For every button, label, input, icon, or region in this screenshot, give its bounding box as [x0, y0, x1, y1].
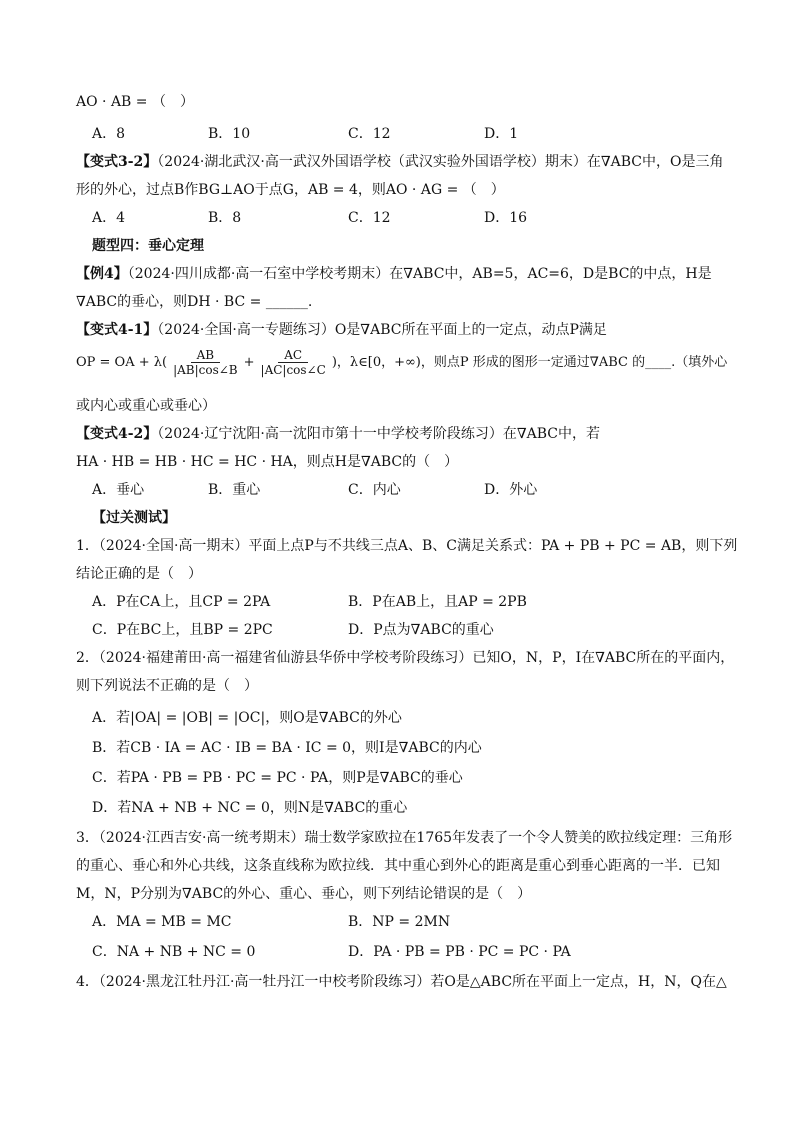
- test-heading: 【过关测试】: [92, 510, 176, 526]
- option-d: D．外心: [484, 482, 538, 498]
- option-a: A．8: [92, 126, 126, 142]
- variant-3-2-line1: [76, 152, 723, 172]
- question-1-line1: 1．（2024·全国·高一期末）平面上点P与不共线三点A、B、C满足关系式：PA + PB + PC = AB，则下列: [76, 538, 738, 554]
- option-c: C．NA + NB + NC = 0: [92, 944, 256, 960]
- equation-right: )，λ∈[0，+∞)，则点P 形成的图形一定通过∇ABC 的____.（填外心: [331, 355, 728, 370]
- fraction-numerator: AB: [191, 348, 220, 363]
- option-d: D．P点为∇ABC的重心: [348, 622, 494, 638]
- option-b: B．P在AB上，且AP = 2PB: [348, 594, 527, 610]
- option-c: C．12: [348, 126, 391, 142]
- option-a: A．4: [92, 210, 126, 226]
- option-d: D．1: [484, 126, 519, 142]
- variant-4-1-line1: [76, 320, 607, 340]
- variant-text: （2024·湖北武汉·高一武汉外国语学校（武汉实验外国语学校）期末）在∇ABC中，O是三角: [157, 154, 724, 170]
- variant-4-2-line2: HA · HB = HB · HC = HC · HA，则点H是∇ABC的（ ）: [76, 454, 459, 470]
- plus-sign: +: [243, 355, 255, 370]
- option-c: C．内心: [348, 482, 401, 498]
- fraction-denominator: |AB|cos∠B: [173, 363, 238, 377]
- question-3-line2: 的重心、垂心和外心共线，这条直线称为欧拉线．其中重心到外心的距离是重心到垂心距离的一半．已知: [76, 858, 720, 874]
- fraction-ab: [169, 348, 242, 377]
- option-d: D．若NA + NB + NC = 0，则N是∇ABC的重心: [92, 800, 408, 816]
- variant-tag: 【变式3-2】: [76, 154, 158, 170]
- option-b: B．NP = 2MN: [348, 914, 451, 930]
- option-a: A．垂心: [92, 482, 145, 498]
- example-text: （2024·四川成都·高一石室中学校考期末）在∇ABC中，AB=5，AC=6，D是BC的中点，H是: [127, 266, 712, 282]
- variant-4-2-line1: [76, 424, 600, 444]
- option-b: B．10: [208, 126, 251, 142]
- option-c: C．若PA · PB = PB · PC = PC · PA，则P是∇ABC的垂心: [92, 770, 463, 786]
- option-b: B．若CB · IA = AC · IB = BA · IC = 0，则I是∇ABC的内心: [92, 740, 482, 756]
- option-c: C．12: [348, 210, 391, 226]
- variant-text: （2024·辽宁沈阳·高一沈阳市第十一中学校考阶段练习）在∇ABC中，若: [157, 426, 600, 442]
- question-1-line2: 结论正确的是（ ）: [76, 566, 202, 582]
- variant-text: （2024·全国·高一专题练习）O是∇ABC所在平面上的一定点，动点P满足: [157, 322, 607, 338]
- options-row: [92, 208, 752, 228]
- question-stem-partial: AO · AB = （ ）: [76, 94, 194, 110]
- option-d: D．16: [484, 210, 528, 226]
- example-tag: 【例4】: [76, 266, 128, 282]
- option-c: C．P在BC上，且BP = 2PC: [92, 622, 273, 638]
- section-heading: 题型四：垂心定理: [92, 238, 204, 254]
- option-a: A．MA = MB = MC: [92, 914, 232, 930]
- question-4-line1: 4．（2024·黑龙江牡丹江·高一牡丹江一中校考阶段练习）若O是△ABC所在平面上一定点，H，N，Q在△: [76, 974, 727, 990]
- fraction-numerator: AC: [278, 348, 308, 363]
- question-2-line2: 则下列说法不正确的是（ ）: [76, 678, 258, 694]
- variant-tag: 【变式4-2】: [76, 426, 158, 442]
- options-row: [92, 124, 752, 144]
- option-b: B．重心: [208, 482, 261, 498]
- variant-3-2-line2: 形的外心，过点B作BG⊥AO于点G，AB = 4，则AO · AG = （ ）: [76, 182, 505, 198]
- equation-left: OP = OA + λ(: [76, 355, 168, 370]
- options-row: [92, 912, 752, 932]
- option-a: A．P在CA上，且CP = 2PA: [92, 594, 271, 610]
- fraction-denominator: |AC|cos∠C: [260, 363, 326, 377]
- question-2-line1: 2．（2024·福建莆田·高一福建省仙游县华侨中学校考阶段练习）已知O，N，P，I在∇ABC所在的平面内，: [76, 650, 735, 666]
- option-d: D．PA · PB = PB · PC = PC · PA: [348, 944, 571, 960]
- example-4-line1: [76, 264, 712, 284]
- options-row: [92, 620, 752, 640]
- variant-4-1-equation: [76, 348, 727, 378]
- option-a: A．若|OA| = |OB| = |OC|，则O是∇ABC的外心: [92, 710, 402, 726]
- options-row: [92, 592, 752, 612]
- fraction-ac: [257, 348, 330, 377]
- question-3-line1: 3．（2024·江西吉安·高一统考期末）瑞士数学家欧拉在1765年发表了一个令人赞美的欧拉线定理：三角形: [76, 830, 733, 846]
- options-row: [92, 942, 752, 962]
- variant-tag: 【变式4-1】: [76, 322, 158, 338]
- example-4-line2: ∇ABC的垂心，则DH · BC = ______.: [76, 294, 313, 310]
- options-row: [92, 480, 752, 500]
- question-3-line3: M，N，P分别为∇ABC的外心、重心、垂心，则下列结论错误的是（ ）: [76, 886, 532, 902]
- option-b: B．8: [208, 210, 242, 226]
- variant-4-1-line3: 或内心或重心或垂心）: [76, 398, 216, 414]
